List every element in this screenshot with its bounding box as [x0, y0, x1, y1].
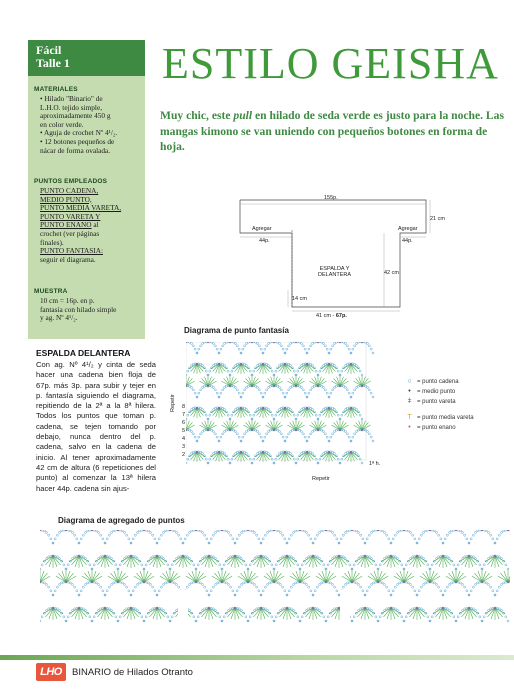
legend-symbol: T	[407, 414, 412, 421]
stitch-item: PUNTO MEDIA VARETA,	[40, 203, 122, 213]
stitches-list	[40, 187, 140, 264]
legend-symbol: ǂ	[407, 398, 412, 405]
schematic-add-right-count: 44p.	[402, 238, 413, 244]
legend-label: = punto enano	[417, 424, 456, 431]
row-number: 2	[182, 452, 186, 458]
material-item: nácar de forma ovalada.	[40, 145, 111, 155]
stitch-item: MEDIO PUNTO,	[40, 194, 92, 204]
material-item: aproximadamente 450 g	[40, 111, 111, 121]
material-item: • 12 botones pequeños de	[40, 136, 115, 146]
schematic-width-top: 155p.	[324, 195, 338, 201]
schematic-add-right: Agregar	[398, 226, 418, 232]
legend-label: = medio punto	[417, 388, 456, 395]
material-item: • Hilado "Binario" de	[40, 94, 103, 103]
level-label: Fácil	[36, 43, 62, 57]
legend-symbol: ○	[407, 378, 412, 385]
increase-diagram	[40, 530, 510, 630]
schematic-bottom-width: 41 cm - 67p.	[316, 313, 347, 319]
size-label: Talle 1	[36, 56, 70, 70]
stitch-item: finales).	[40, 237, 64, 247]
increase-diagram-title: Diagrama de agregado de puntos	[58, 516, 185, 525]
row-number: 5	[182, 428, 186, 434]
materials-heading: MATERIALES	[34, 86, 78, 93]
row-number: 8	[182, 404, 186, 410]
gauge-line: 10 cm = 16p. en p.	[40, 296, 95, 305]
material-item: en color verde.	[40, 119, 84, 129]
materials-list	[40, 95, 140, 155]
schematic-body-label: ESPALDA Y DELANTERA	[318, 266, 352, 278]
stitch-item: crochet (ver páginas	[40, 228, 100, 238]
legend-label: = punto cadena	[417, 378, 459, 385]
schematic-body-height: 42 cm	[384, 270, 399, 276]
schematic-add-left-count: 44p.	[259, 238, 270, 244]
footer-text: BINARIO de Hilados Otranto	[72, 667, 193, 678]
gauge-line: fantasía con hilado simple	[40, 304, 117, 314]
intro-text: Muy chic, este pull en hilado de seda verde es justo para la noche. Las mangas kimono se van uniendo con pequeños botones en forma de hoja.	[160, 109, 504, 154]
stitch-diagram-title: Diagrama de punto fantasía	[184, 326, 289, 335]
schematic-side-height: 14 cm	[292, 296, 307, 302]
stitch-item: PUNTO ENANO al	[40, 220, 99, 230]
instructions-text: Con ag. Nº 4¹/₂ y cinta de seda hacer una cadena bien floja de 67p. más 3p. para subir y tejer en p. fantasía siguiendo el diagrama, repitiendo de la 2ª a la 8ª hilera. Todos los puntos que toman p. cadena, se tejen tomando por debajo, nunca dentro del p. cadena, salvo en la cadena de inicio. Al tener aproximadamente 42 cm de altura (6 repeticiones del punto) al comenzar la 13ª hilera hacer 44p. cadena sin ajus-	[36, 360, 156, 493]
level-header	[28, 40, 145, 76]
stitch-item: PUNTO VARETA Y	[40, 211, 101, 221]
material-item: • Aguja de crochet Nº 4¹/₂.	[40, 128, 118, 138]
legend-label: = punto vareta	[417, 398, 456, 405]
repeat-side-label: Repetir	[170, 394, 176, 412]
stitch-item: PUNTO CADENA,	[40, 186, 99, 195]
legend-item	[406, 388, 455, 395]
legend-item	[406, 398, 456, 405]
legend-item	[406, 424, 456, 431]
gauge-line: y ag. Nº 4¹/₂.	[40, 313, 78, 323]
stitch-item: PUNTO FANTASIA:	[40, 246, 103, 256]
first-row-label: 1ª h.	[369, 461, 381, 467]
row-number: 7	[182, 412, 186, 418]
repeat-bottom-label: Repetir	[312, 476, 330, 482]
intro-emphasis: pull	[233, 109, 253, 122]
row-number: 4	[182, 436, 186, 442]
gauge-heading: MUESTRA	[34, 288, 68, 295]
stitch-item: seguir el diagrama.	[40, 254, 96, 264]
garment-schematic	[180, 190, 510, 325]
stitches-heading: PUNTOS EMPLEADOS	[34, 178, 108, 185]
gauge-text	[40, 297, 140, 323]
legend-item	[406, 378, 459, 385]
material-item: L.H.O. tejido simple,	[40, 102, 103, 112]
schematic-add-left: Agregar	[252, 226, 272, 232]
schematic-sleeve-height: 21 cm	[430, 216, 445, 222]
legend-item	[406, 414, 474, 421]
row-number: 3	[182, 444, 186, 450]
legend-label: = punto media vareta	[417, 414, 474, 421]
legend-symbol: •	[408, 388, 411, 395]
section-heading: ESPALDA DELANTERA	[36, 348, 131, 358]
page-title: ESTILO GEISHA	[162, 39, 499, 88]
footer-background	[0, 660, 514, 700]
publisher-logo: LHO	[36, 663, 66, 681]
row-number: 6	[182, 420, 186, 426]
stitch-diagram	[186, 342, 386, 467]
legend-symbol: •	[408, 424, 411, 431]
